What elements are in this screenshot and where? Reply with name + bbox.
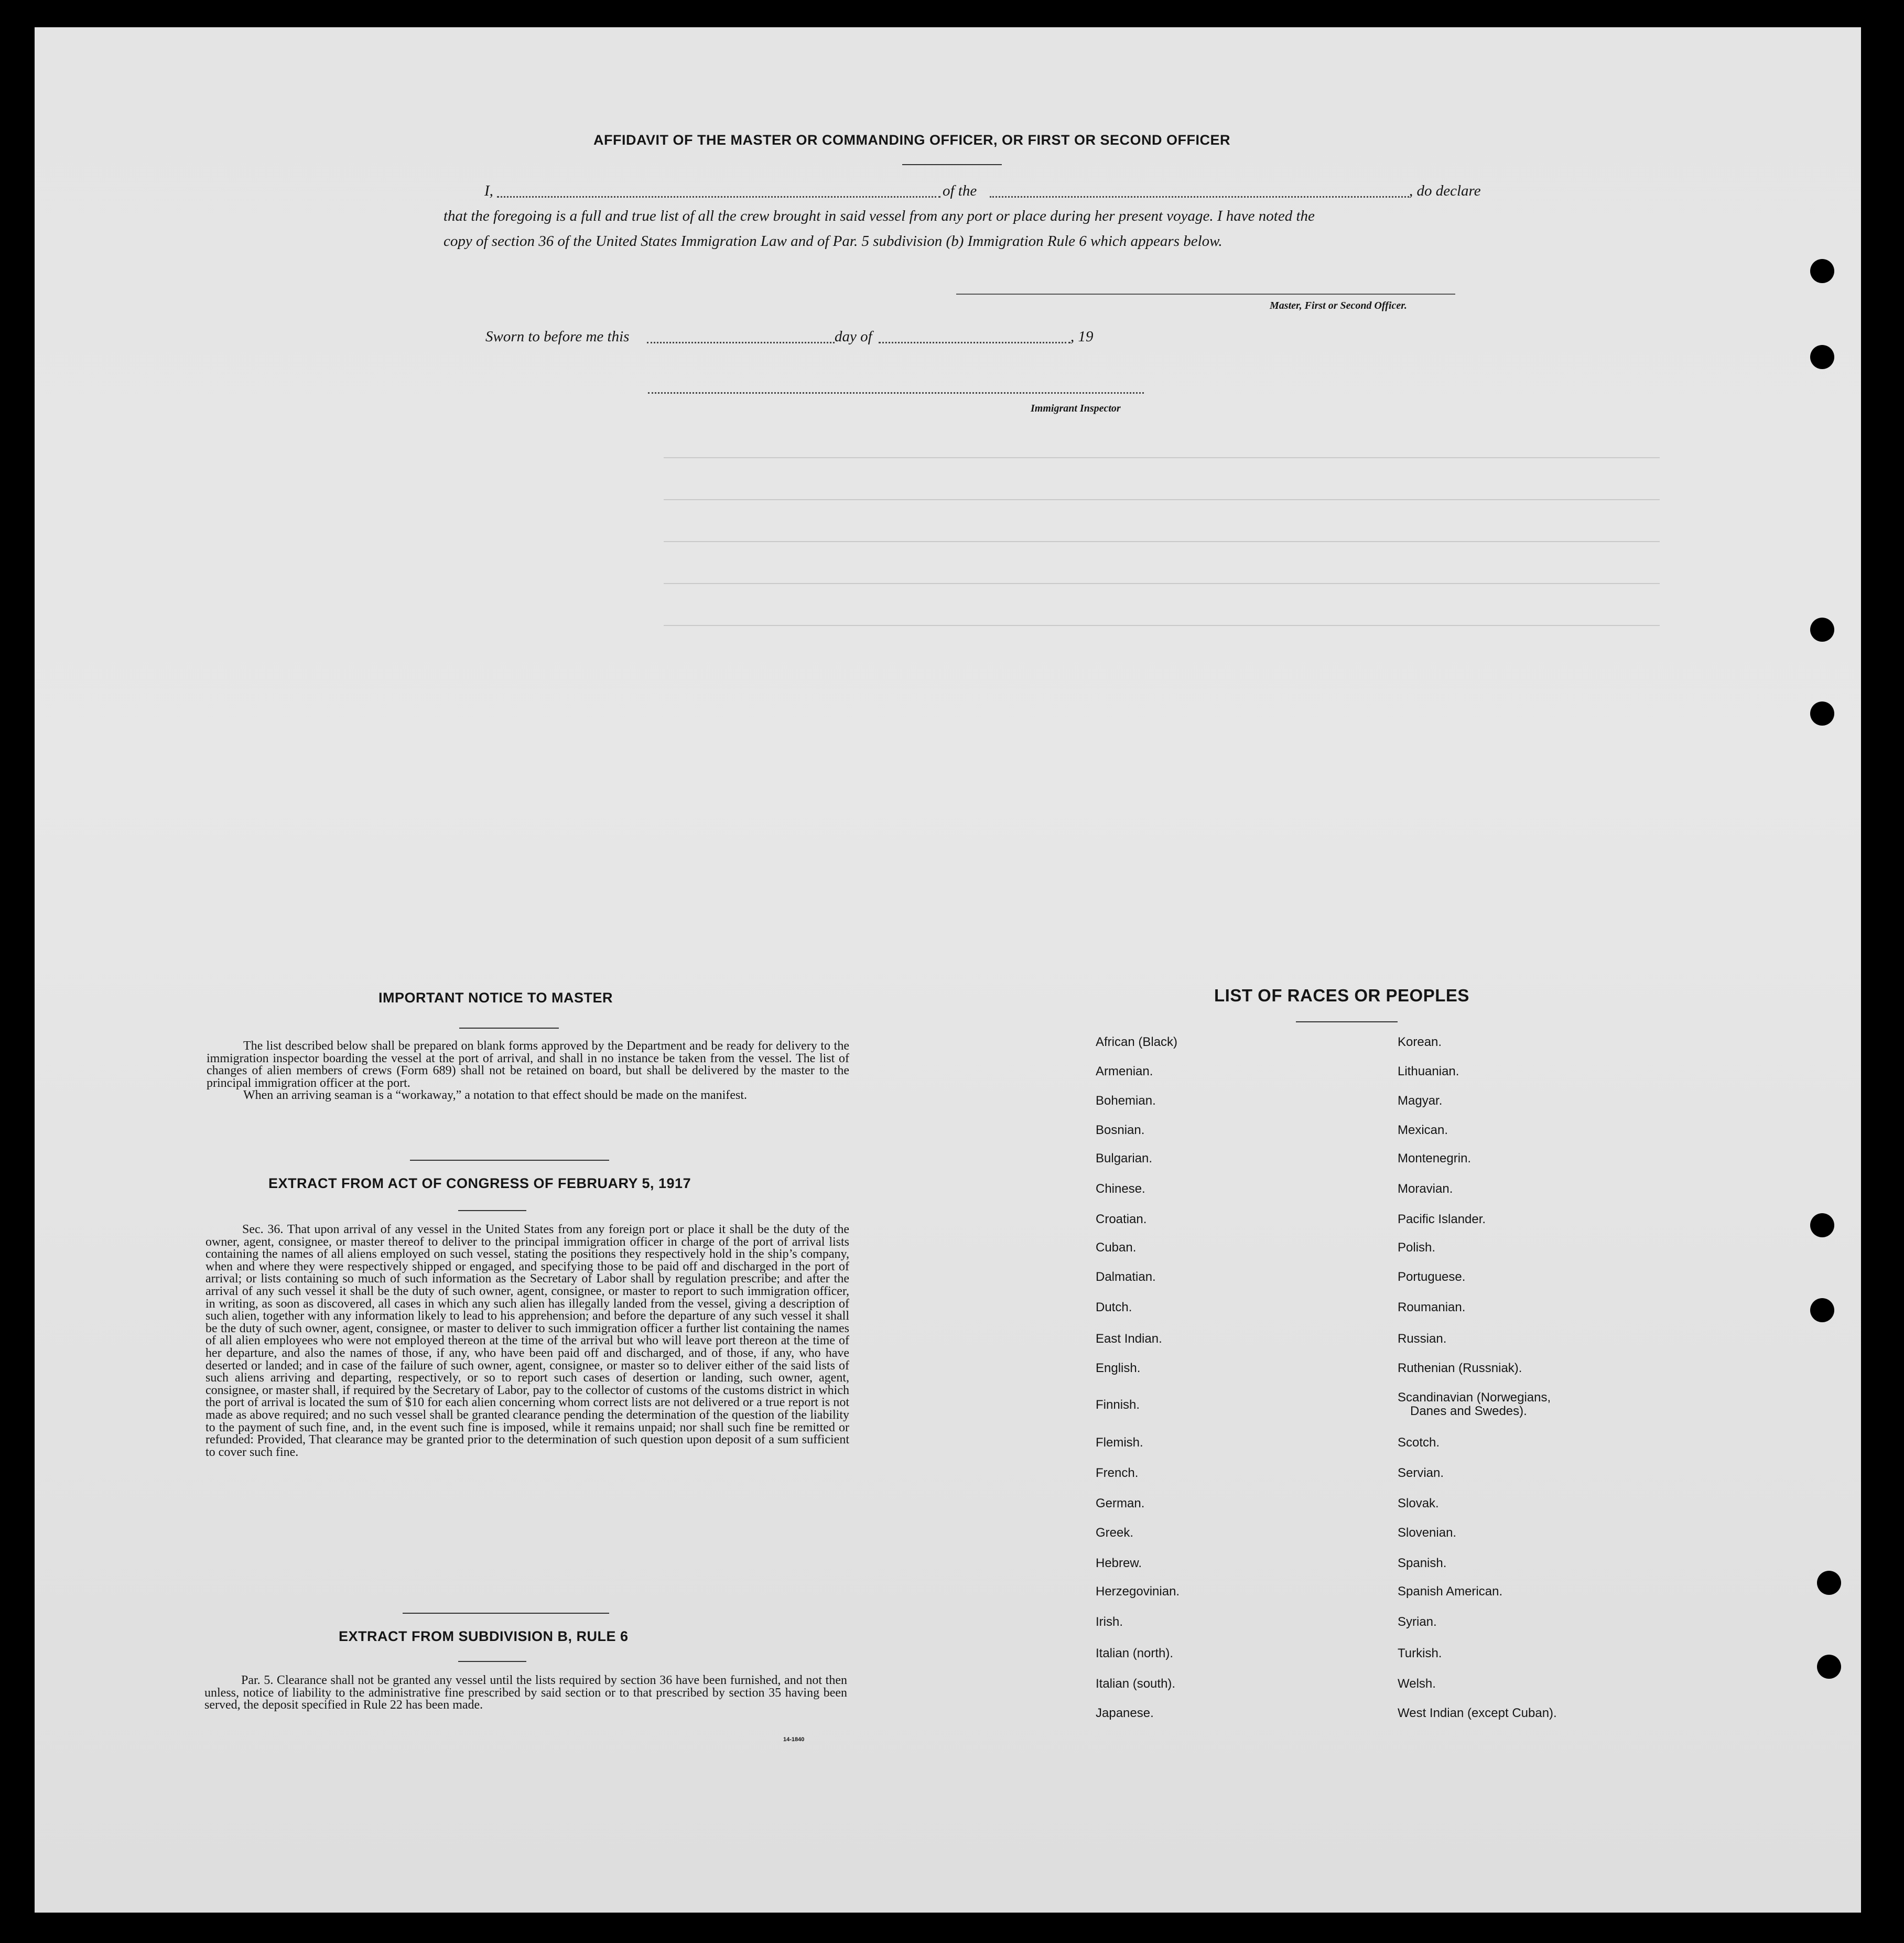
extract-act-title: EXTRACT FROM ACT OF CONGRESS OF FEBRUARY 5, 1917 [268,1175,691,1191]
race-item: Ruthenian (Russniak). [1398,1361,1522,1375]
race-item: African (Black) [1096,1035,1178,1049]
extract-rule-text [204,1675,847,1712]
notice-text [207,1040,849,1102]
race-item: Russian. [1398,1332,1447,1346]
race-item-continuation: Danes and Swedes). [1410,1404,1527,1418]
race-item: Pacific Islander. [1398,1212,1486,1226]
race-item: Welsh. [1398,1677,1436,1691]
race-item: Finnish. [1096,1398,1140,1412]
punch-hole [1817,1655,1841,1679]
divider [1296,1021,1398,1022]
sec-36-paragraph: Sec. 36. That upon arrival of any vessel in the United States from any foreign port or place it shall be the duty of the owner, agent, consignee, or master thereof to deliver to the principal immigration officer in charge of the port of arrival lists containing the names of all aliens employed on such vessel, stating the positions they respectively hold in the ship’s company, when and where they were respectively shipped or engaged, and specifying those to be paid off and discharged in the port of arrival; or lists containing so much of such information as the Secretary of Labor shall by regulation prescribe; and after the arrival of any such vessel it shall be the duty of such owner, agent, consignee, or master to report to such immigration officer, in writing, as soon as discovered, all cases in which any such alien has illegally landed from the vessel, giving a description of such alien, together with any information likely to lead to his apprehension; and before the departure of any such vessel it shall be the duty of such owner, agent, consignee, or master to deliver to such immigration officer a further list containing the names of all alien employees who were not employed thereon at the time of the arrival but who will leave port thereon at the time of her departure, and also the names of those, if any, who have been paid off and discharged, and of those, if any, who have deserted or landed; and in case of the failure of such owner, agent, consignee, or master so to deliver either of the said lists of such aliens arriving and departing, respectively, or so to report such cases of desertion or landing, such owner, agent, consignee, or master shall, if required by the Secretary of Labor, pay to the collector of customs of the customs district in which the port of arrival is located the sum of $10 for each alien concerning whom correct lists are not delivered or a true report is not made as above required; and no such vessel shall be granted clearance pending the determination of the question of the liability to the payment of such fine, and, in the event such fine is imposed, while it remains unpaid; nor shall such fine be remitted or refunded: Provided, That clearance may be granted prior to the determination of such question upon deposit of a sum sufficient to cover such fine. [205,1223,849,1459]
year-label: , 19 [1070,328,1094,345]
sworn-month-field[interactable] [879,342,1070,343]
race-item: Portuguese. [1398,1270,1466,1284]
day-of-label: day of [835,328,872,345]
sworn-label: Sworn to before me this [485,328,630,345]
punch-hole [1817,1571,1841,1595]
show-through-line [664,457,1660,458]
punch-hole [1810,1213,1834,1237]
race-item: Bosnian. [1096,1123,1145,1137]
show-through-line [664,541,1660,542]
race-item: Irish. [1096,1615,1123,1629]
master-signature-label: Master, First or Second Officer. [1270,300,1407,311]
race-item: Roumanian. [1398,1300,1466,1314]
affidavit-title: AFFIDAVIT OF THE MASTER OR COMMANDING OFFICER, OR FIRST OR SECOND OFFICER [593,132,1230,148]
punch-hole [1810,618,1834,642]
affidavit-line-3: copy of section 36 of the United States Immigration Law and of Par. 5 subdivision (b) Immigration Rule 6 which appears below. [443,233,1223,250]
show-through-line [664,625,1660,626]
race-item: English. [1096,1361,1141,1375]
punch-hole [1810,701,1834,726]
inspector-signature-line[interactable] [648,392,1144,394]
divider [459,1028,559,1029]
race-item: Bohemian. [1096,1094,1156,1108]
par-5-paragraph: Par. 5. Clearance shall not be granted any vessel until the lists required by section 36 have been furnished, and not then unless, notice of liability to the administrative fine prescribed by said section or to that prescribed by section 35 having been served, the deposit specified in Rule 22 has been made. [204,1674,847,1712]
race-item: Hebrew. [1096,1556,1142,1570]
race-item: Greek. [1096,1526,1134,1540]
race-item: Armenian. [1096,1064,1153,1078]
name-field[interactable] [497,196,940,198]
form-page [35,27,1861,1913]
extract-rule-title: EXTRACT FROM SUBDIVISION B, RULE 6 [339,1628,629,1644]
race-item: Japanese. [1096,1706,1154,1720]
show-through-line [664,583,1660,584]
race-item: Spanish American. [1398,1584,1503,1599]
race-item: Dutch. [1096,1300,1132,1314]
race-item: Lithuanian. [1398,1064,1459,1078]
race-item: Scotch. [1398,1435,1440,1450]
notice-paragraph-2: When an arriving seaman is a “workaway,” a notation to that effect should be made on the manifest. [243,1088,747,1103]
race-item: Mexican. [1398,1123,1448,1137]
race-item: Scandinavian (Norwegians, [1398,1390,1551,1405]
race-item: Dalmatian. [1096,1270,1156,1284]
punch-hole [1810,1298,1834,1322]
vessel-field[interactable] [990,196,1409,198]
divider [458,1210,526,1211]
race-item: Korean. [1398,1035,1442,1049]
divider [902,164,1002,165]
punch-hole [1810,345,1834,369]
i-label: I, [484,182,493,199]
race-item: Croatian. [1096,1212,1147,1226]
race-item: Magyar. [1398,1094,1443,1108]
notice-paragraph-1: The list described below shall be prepared on blank forms approved by the Department and be ready for delivery to the immigration inspector boarding the vessel at the port of arrival, and shall in no instance be taken from the vessel. The list of changes of alien members of crews (Form 689) shall not be retained on board, but shall be delivered by the master to the principal immigration officer at the port. [207,1039,849,1090]
race-item: Italian (south). [1096,1677,1176,1691]
of-the-label: of the [943,182,977,199]
races-title: LIST OF RACES OR PEOPLES [1214,986,1469,1005]
affidavit-line-2: that the foregoing is a full and true list of all the crew brought in said vessel from any port or place during her present voyage. I have noted the [443,208,1315,224]
race-item: Cuban. [1096,1240,1137,1255]
race-item: Herzegovinian. [1096,1584,1180,1599]
race-item: East Indian. [1096,1332,1162,1346]
race-item: French. [1096,1466,1139,1480]
race-item: Turkish. [1398,1646,1442,1660]
punch-hole [1810,259,1834,283]
race-item: Syrian. [1398,1615,1437,1629]
form-number: 14-1840 [783,1736,805,1743]
show-through-line [664,499,1660,500]
race-item: Slovenian. [1398,1526,1457,1540]
do-declare-label: , do declare [1409,182,1481,199]
race-item: German. [1096,1496,1145,1510]
race-item: Flemish. [1096,1435,1143,1450]
race-item: Bulgarian. [1096,1151,1153,1165]
inspector-label: Immigrant Inspector [1031,403,1121,414]
notice-title: IMPORTANT NOTICE TO MASTER [378,990,613,1006]
race-item: Slovak. [1398,1496,1439,1510]
race-item: Montenegrin. [1398,1151,1472,1165]
sworn-day-field[interactable] [647,342,835,343]
master-signature-line[interactable] [956,294,1455,295]
race-item: Servian. [1398,1466,1444,1480]
race-item: Chinese. [1096,1182,1145,1196]
divider [410,1160,609,1161]
race-item: West Indian (except Cuban). [1398,1706,1557,1720]
race-item: Polish. [1398,1240,1436,1255]
divider [458,1661,526,1662]
divider [403,1613,609,1614]
race-item: Italian (north). [1096,1646,1174,1660]
race-item: Spanish. [1398,1556,1447,1570]
extract-act-text [205,1224,849,1459]
race-item: Moravian. [1398,1182,1453,1196]
